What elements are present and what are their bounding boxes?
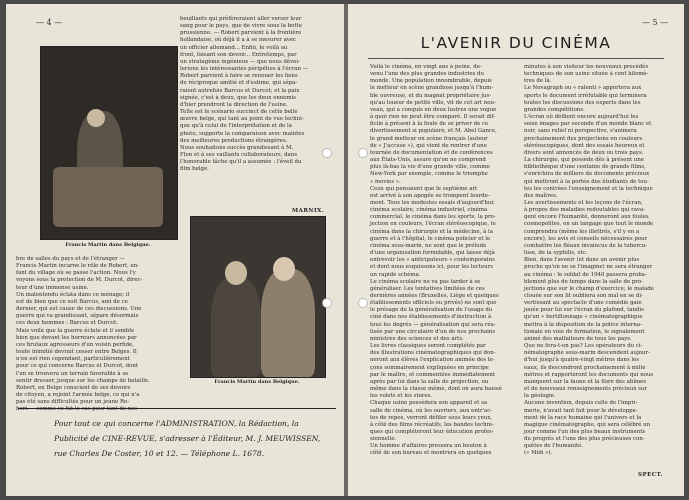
footer-notice: Pour tout ce qui concerne l'ADMINISTRATION, la Rédaction, la Publicité de CINE-REVUE, s'adresser à l'Éditeur, M. J. MEUWISSEN, rue Charles De Coster, 10 et 12. — Téléphone L. 1678. [54, 419, 321, 458]
article-column-top: bouillants qui préfèreraient aller verser leur sang pour le pays, que de vivre sous la botte prussienne. — Robert parvient à la frontière hollandaise, où déjà il a à se mesurer avec un officier allemand... Enfin, le voilà au front, faisant son devoir... Entretemps, par un stratagème ingénieux — que nous dévoi- lerions les intéressantes péripéties à l'écran — Robert parvient à faire se renouer les liens de réciproque amitié et d'estime, qui sépa- raient autrefois Barcus et Durcot; et la paix signée, c'est à deux, que les deux ennemis d'hier prendront la direction de l'usine. Telle est le scénario succinct de cette belle œuvre belge, qui tant au point de vue techni- que qu'à celui de l'interprétation et de la photo, supporte la comparaison avec maintes des meilleures productions étrangères. Nous souhaitons succès grandissant à M. Flon et à ses vaillants collaborateurs, dans l'honorable tâche qu'il a assumée : l'éveil du film belge. [180, 16, 309, 173]
article-column-left: Voilà le cinéma, en vingt ans à peine, de- venu l'une des plus grandes industries du monde. Une population innombrable, depuis le metteur en scène grandiose jusqu'à l'hum- ble ouvreuse, et du magnat propriétaire jus- qu'au loueur de petite ville, vit de cet art nou- veau, qui a conquis en deux lustres une vogue à quoi rien ne peut être comparé. Il serait dif- ficile à présent à la foule de se priver de ce divertissement si populaire, et M. Abel Gance, le grand metteur en scène français (auteur de « J'accuse »), qui vient de rentrer d'une tournée de documentation et de conférences aux États-Unis, assure qu'on ne comprend plus là-bas la vie d'une grande ville, comme New-York par exemple, comme le triomphe « movies ». Ceux qui pensaient que le septième art est arrivé à son apogée se trompent lourde- ment. Tous les modestes essais d'aujourd'hui: cinéma scolaire, cinéma industriel, cinéma commercial, le cinéma dans les sports, la pro- jection en couleurs, l'écran stéréoscopique, le cinéma dans la chirurgie et la médecine, à la guerre et à l'hôpital, le cinéma policier et le cinéma sous-marin, ne sont que le prélude d'une organisation formidable, qui laisse déjà entrevoir les « anticipateurs » contemporains et dont nous esquissons ici, pour les lecteurs un rapide schéma. Le cinéma scolaire ne va pas tarder à se généraliser. Les tentatives limitées de ces dernières années (Bruxelles, Liège et quelques établissements officiels ou privés) ne sont que le présage de la généralisation de l'usage du ciné dans nos établissements d'instruction à tous les degrés — généralisation qui sera réa- lisée par une circulaire d'un de nos prochains ministres des sciences et des arts. Les livres classiques seront complétés par des illustrations cinématographiques qui don- neront aux élèves l'explication animée des le- çons sommairement expliquées en principe par le maître, et commentées immédiatement après par lui dans la salle de projection, ou même dans la classe même, dont on aura baissé les volets et les stores. Chaque usine possèdera son appareil et sa salle de cinéma, où les ouvriers, aux entr'ac- tes de repos, verront défiler sous leurs yeux, à côté des films récréatifs, les bandes techni- ques qui compléteront leur éducation profes- sionnelle. Un homme d'affaires pressera un bouton à côté de son bureau et montrera en quelques [370, 64, 502, 457]
photo-top-caption: Francis Martin dans Belgique. [65, 242, 151, 248]
article-column-right: minutes à son visiteur les nouveaux procédés techniques de son usine située à cent kilomè- tres de là. Le Novagraph ou « ralenti » apportera aux sports le document irréfutable qui terminera toutes les discussions des experts dans les grandes compétitions. L'écran où défilent encore aujourd'hui les seize images par seconde d'un monde blanc et noir, sans relief ni perspective, s'animera prochainement des projections en couleurs stéréoscopiques, dont des essais heureux et divers sont annoncés de deux ou trois pays. La chirurgie, qui possède dès à présent une bibliothèque d'une centaine de grands films, s'enrichira de milliers de documents précieux qui mettront à la portée des étudiants de tou- tes les contrées l'enseignement et la technique des maîtres. Les avertissements et les leçons de l'écran, à propos des maladies redoutables qui rava- gent encore l'humanité, donneront aux foules cosmopolites, en un langage que tout le monde comprendra (même les illettrés, s'il y en a encore), les avis et conseils nécessaires pour combattre les fléaux invaincus de la tubercu- lose, de la syphilis, etc. Bien, dans l'avenir (et dans un avenir plus proche qu'on ne se l'imagine) ne sera étranger au cinéma : le soldat de 1940 passera proba- blement plus de temps dans la salle de pro- jections que sur le champ d'exercice; le malade clouée sur son lit oubliera son mal en se di- vertissant au spectacle d'une comédie gaie jouée pour lui sur l'écran du plafond, tandis qu'un « bertillonnage » cinématographique mettra à la disposition de la police interna- tionale en voie de formation, le signalement animé des malfaiteurs de tous les pays. Que ne fera-t-on pas? Les opérateurs du ci- nématographe sous-marin descendent aujour- d'hui jusqu'à quatre-vingt mètres dans les eaux, ils descendront prochainement à mille mètres et rapporteront les documents qui nous manquent sur la faune et la flore des abîmes et de nouveaux renseignements précieux sur la géologie. Aucune invention, depuis celle de l'impri- merie, n'avait tant fait pour le développe- ment de la race humaine qui l'univers et la magique cinématographe, qui sera célébré un jour comme l'un des plus beaux instruments du progrès et l'une des plus précieuses con- quêtes de l'humanité. (« Midi »). [524, 64, 654, 457]
article-column-bottom: bre de salles du pays et de l'étranger — Francis Martin incarne le rôle de Robert, en- fant du village où se passe l'action. Nous l'y voyons sous la protection de M. Durcot, direc- teur d'une immense usine. Un malentendu éclata dans ce ménage; il est de bien que ce soit Barcus, ami de ce dernier, qui est cause de ces discussions. Une guerre qui va grandissant, sépare désormais ces deux hommes : Barcus et Durcot. Mais voilà que la guerre éclate et il semble bien que devant les horreurs annoncées par ces brutaux agresseurs d'un voisin perfide, toute inimitié devrait cesser entre Belges. Il n'en est rien cependant, particulièrement pour ce qui concerne Barcus et Durcot, dont l'un se trouvera un terrain favorable à se sentir dresser, jusque sur les champs de bataille. Robert, en Belge conscient de ses devoirs de citoyen, a rejoint l'armée belge, ce qui n'a pas été sans difficultés pour un jeune Ro- bert — comme ce fut le cas pour tant de nos [16, 256, 150, 413]
photo-bottom-caption: Francis Martin dans Belgique. [214, 379, 300, 385]
photo-bottom [190, 216, 326, 378]
right-page [348, 4, 684, 496]
signature-spect: SPECT. [638, 472, 663, 478]
page-number-left: — 4 — [36, 18, 63, 27]
binding-hole [358, 298, 368, 308]
photo-top [40, 46, 178, 240]
heading-rule [368, 58, 664, 59]
left-page [6, 4, 344, 496]
page-number-right: — 5 — [642, 18, 669, 27]
article-heading: L'AVENIR DU CINÉMA [420, 34, 612, 52]
binding-hole [358, 148, 368, 158]
signature-marnix: MARNIX. [292, 208, 325, 214]
binding-hole [322, 148, 332, 158]
binding-hole [322, 298, 332, 308]
